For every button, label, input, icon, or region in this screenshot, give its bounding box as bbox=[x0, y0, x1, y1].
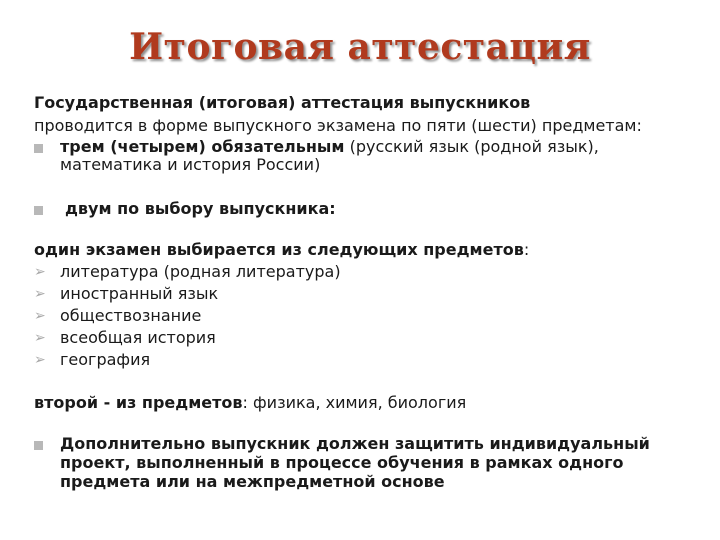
subject-item: география bbox=[60, 350, 151, 369]
second-exam-line bbox=[34, 393, 466, 412]
arrow-bullet-icon: ➢ bbox=[34, 286, 46, 302]
arrow-bullet-icon: ➢ bbox=[34, 352, 46, 368]
second-rest: : физика, химия, биология bbox=[242, 393, 467, 412]
subject-item: литература (родная литература) bbox=[60, 262, 341, 281]
one-exam-bold: один экзамен выбирается из следующих предметов bbox=[34, 240, 524, 259]
arrow-bullet-icon: ➢ bbox=[34, 264, 46, 280]
square-bullet-icon bbox=[34, 441, 43, 450]
arrow-bullet-icon: ➢ bbox=[34, 330, 46, 346]
project-line1: Дополнительно выпускник должен защитить индивидуальный bbox=[60, 434, 650, 453]
mandatory-bold: трем (четырем) обязательным bbox=[60, 137, 345, 156]
project-line2: проект, выполненный в процессе обучения в рамках одного bbox=[60, 453, 624, 472]
second-bold: второй - из предметов bbox=[34, 393, 243, 412]
slide-title: Итоговая аттестация bbox=[129, 26, 591, 68]
subject-item: всеобщая история bbox=[60, 328, 216, 347]
intro-heading: Государственная (итоговая) аттестация выпускников bbox=[34, 93, 531, 112]
mandatory-line2: математика и история России) bbox=[60, 155, 321, 174]
arrow-bullet-icon: ➢ bbox=[34, 308, 46, 324]
mandatory-rest: (русский язык (родной язык), bbox=[344, 137, 599, 156]
subject-item: иностранный язык bbox=[60, 284, 219, 303]
subject-item: обществознание bbox=[60, 306, 202, 325]
one-exam-colon: : bbox=[523, 240, 530, 259]
intro-text: проводится в форме выпускного экзамена по пяти (шести) предметам: bbox=[34, 116, 642, 135]
choice-label: двум по выбору выпускника: bbox=[65, 199, 336, 218]
square-bullet-icon bbox=[34, 144, 43, 153]
project-line3: предмета или на межпредметной основе bbox=[60, 472, 445, 491]
one-exam-heading bbox=[34, 240, 529, 259]
mandatory-line1 bbox=[60, 137, 599, 156]
square-bullet-icon bbox=[34, 206, 43, 215]
